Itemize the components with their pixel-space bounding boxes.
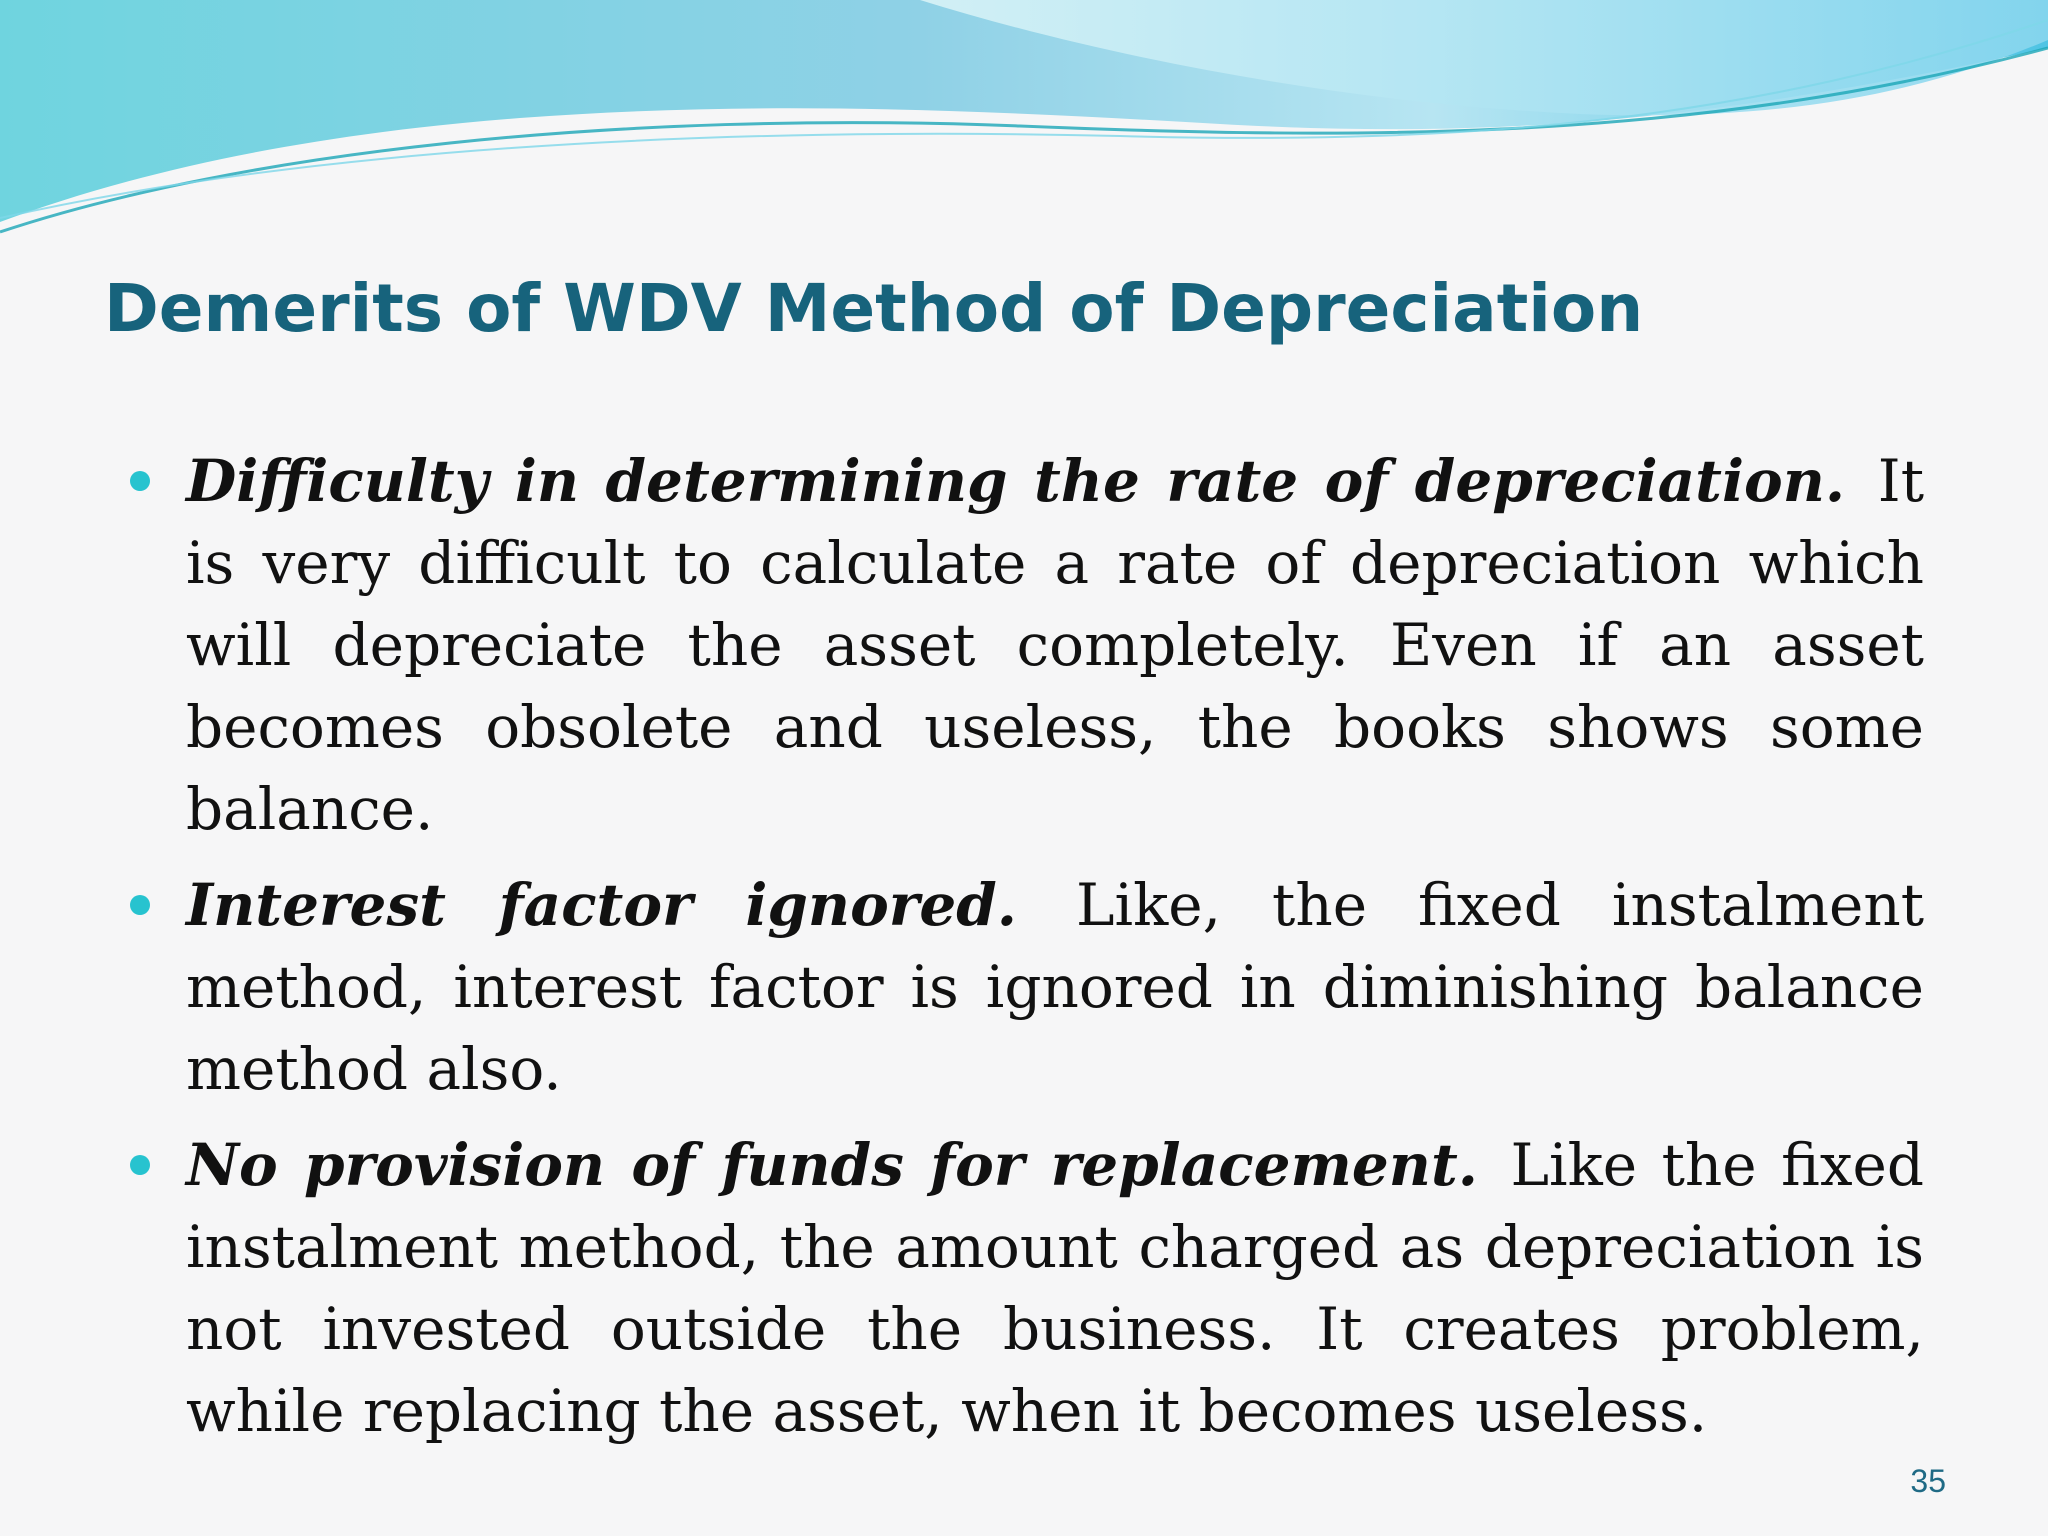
bullet-heading: Interest factor ignored.: [186, 871, 1017, 939]
bullet-body: Like, the fixed instalment method, interest factor is ignored in diminishing balance method also.: [186, 871, 1925, 1103]
bullet-dot-icon: [130, 1155, 150, 1175]
bullet-item-interest-factor: [186, 864, 1924, 1110]
bullet-item-replacement-funds: [186, 1124, 1924, 1452]
bullet-heading: No provision of funds for replacement.: [186, 1131, 1478, 1199]
bullet-heading: Difficulty in determining the rate of depreciation.: [186, 447, 1846, 515]
bullet-dot-icon: [130, 471, 150, 491]
bullet-item-difficulty: [186, 440, 1924, 850]
demerits-bullet-list: [0, 440, 2048, 1466]
bullet-body: It is very difficult to calculate a rate of depreciation which will depreciate the asset completely. Even if an asset becomes obsolete and useless, the books shows some balance.: [186, 447, 1925, 843]
slide-title: Demerits of WDV Method of Depreciation: [104, 270, 1644, 347]
header-wave-decoration: [0, 0, 2048, 240]
page-number: 35: [1910, 1463, 1946, 1499]
bullet-body: Like the fixed instalment method, the amount charged as depreciation is not invested outside the business. It creates problem, while replacing the asset, when it becomes useless.: [186, 1131, 1924, 1445]
bullet-dot-icon: [130, 895, 150, 915]
